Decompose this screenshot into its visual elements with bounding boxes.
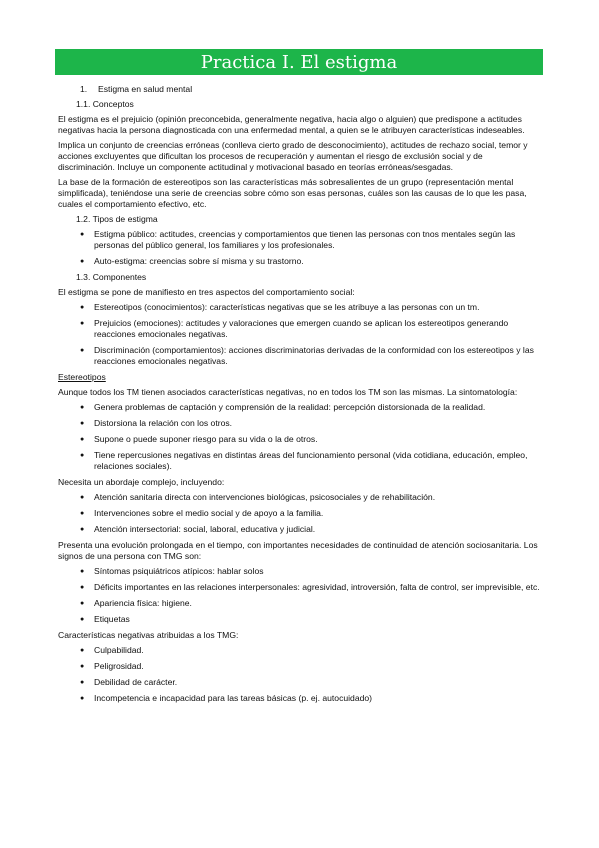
signos-list	[58, 566, 540, 625]
bullet-icon: ●	[80, 436, 85, 443]
list-item: ● Discriminación (comportamientos): acciones discriminatorias derivadas de la conformidad con los estereotipos y las reacciones emocionales negativas.	[80, 345, 534, 366]
section-label: Estigma en salud mental	[98, 84, 193, 94]
paragraph: Implica un conjunto de creencias erróneas (conlleva cierto grado de desconocimiento), actitudes de rechazo social, temor y acciones excluyentes que dificultan los procesos de recuperación y aumentan el riesgo de exclusión social y de discriminación. Incluye un componente actitudinal y motivacional basado en teorías erróneas/sesgadas.	[58, 140, 528, 172]
paragraph: La base de la formación de estereotipos son las características más sobresalientes de un grupo (representación mental simplificada), teniéndose una serie de creencias sobre cómo son esas personas, cuáles son las causas de lo que les pasa, cuales el comportamiento efectivo, etc.	[58, 177, 527, 209]
bullet-icon: ●	[80, 584, 85, 591]
list-item: ● Estereotipos (conocimientos): características negativas que se les atribuye a las personas con un tm.	[80, 302, 480, 312]
bullet-icon: ●	[80, 231, 85, 238]
subsection-componentes: 1.3. Componentes	[76, 272, 147, 282]
section-heading-1	[80, 84, 540, 95]
list-item: ● Debilidad de carácter.	[80, 677, 178, 687]
sintomatologia-list	[58, 402, 540, 472]
bullet-icon: ●	[80, 452, 85, 459]
paragraph: Características negativas atribuidas a los TMG:	[58, 630, 239, 640]
caracteristicas-list	[58, 645, 540, 704]
list-item: ● Incompetencia e incapacidad para las tareas básicas (p. ej. autocuidado)	[80, 693, 373, 703]
tipos-list	[58, 229, 540, 267]
list-item: ● Auto-estigma: creencias sobre sí misma y su trastorno.	[80, 256, 304, 266]
list-item: ● Intervenciones sobre el medio social y de apoyo a la familia.	[80, 508, 324, 518]
paragraph: El estigma es el prejuicio (opinión preconcebida, generalmente negativa, hacia algo o alguien) que predispone a actitudes negativas hacia la persona diagnosticada con una enfermedad mental, a quien se le atribuyen características indeseables.	[58, 114, 525, 135]
list-item: ● Genera problemas de captación y comprensión de la realidad: percepción distorsionada de la realidad.	[80, 402, 486, 412]
paragraph: Presenta una evolución prolongada en el tiempo, con importantes necesidades de continuidad de atención sociosanitaria. Los signos de una persona con TMG son:	[58, 540, 538, 561]
bullet-icon: ●	[80, 347, 85, 354]
list-item: ● Estigma público: actitudes, creencias y comportamientos que tienen las personas con tnos mentales según las personas del público general, los familiares y los profesionales.	[80, 229, 516, 250]
subsection-tipos: 1.2. Tipos de estigma	[76, 214, 158, 224]
list-item: ● Etiquetas	[80, 614, 130, 624]
bullet-icon: ●	[80, 568, 85, 575]
list-item: ● Atención intersectorial: social, laboral, educativa y judicial.	[80, 524, 316, 534]
bullet-icon: ●	[80, 647, 85, 654]
bullet-icon: ●	[80, 695, 85, 702]
paragraph: El estigma se pone de manifiesto en tres aspectos del comportamiento social:	[58, 287, 355, 297]
subsection-conceptos: 1.1. Conceptos	[76, 99, 134, 109]
componentes-list	[58, 302, 540, 367]
bullet-icon: ●	[80, 404, 85, 411]
estereotipos-heading: Estereotipos	[58, 372, 106, 382]
page-title: Practica I. El estigma	[55, 49, 543, 75]
bullet-icon: ●	[80, 526, 85, 533]
list-item: ● Culpabilidad.	[80, 645, 144, 655]
bullet-icon: ●	[80, 663, 85, 670]
list-item: ● Prejuicios (emociones): actitudes y valoraciones que emergen cuando se aplican los estereotipos generando reacciones emocionales negativas.	[80, 318, 509, 339]
bullet-icon: ●	[80, 679, 85, 686]
bullet-icon: ●	[80, 304, 85, 311]
section-number: 1.	[80, 84, 88, 94]
bullet-icon: ●	[80, 616, 85, 623]
abordaje-list	[58, 492, 540, 535]
list-item: ● Déficits importantes en las relaciones interpersonales: agresividad, introversión, falta de control, ser imprevisible, etc.	[80, 582, 540, 592]
bullet-icon: ●	[80, 494, 85, 501]
bullet-icon: ●	[80, 510, 85, 517]
list-item: ● Atención sanitaria directa con intervenciones biológicas, psicosociales y de rehabilitación.	[80, 492, 436, 502]
list-item: ● Distorsiona la relación con los otros.	[80, 418, 233, 428]
list-item: ● Supone o puede suponer riesgo para su vida o la de otros.	[80, 434, 318, 444]
bullet-icon: ●	[80, 320, 85, 327]
list-item: ● Peligrosidad.	[80, 661, 144, 671]
bullet-icon: ●	[80, 258, 85, 265]
list-item: ● Síntomas psiquiátricos atípicos: hablar solos	[80, 566, 264, 576]
paragraph: Necesita un abordaje complejo, incluyendo:	[58, 477, 225, 487]
document-body	[58, 84, 540, 709]
paragraph: Aunque todos los TM tienen asociados características negativas, no en todos los TM son las mismas. La sintomatología:	[58, 387, 518, 397]
bullet-icon: ●	[80, 600, 85, 607]
bullet-icon: ●	[80, 420, 85, 427]
list-item: ● Apariencia física: higiene.	[80, 598, 192, 608]
list-item: ● Tiene repercusiones negativas en distintas áreas del funcionamiento personal (vida cotidiana, educación, empleo, relaciones sociales).	[80, 450, 528, 471]
